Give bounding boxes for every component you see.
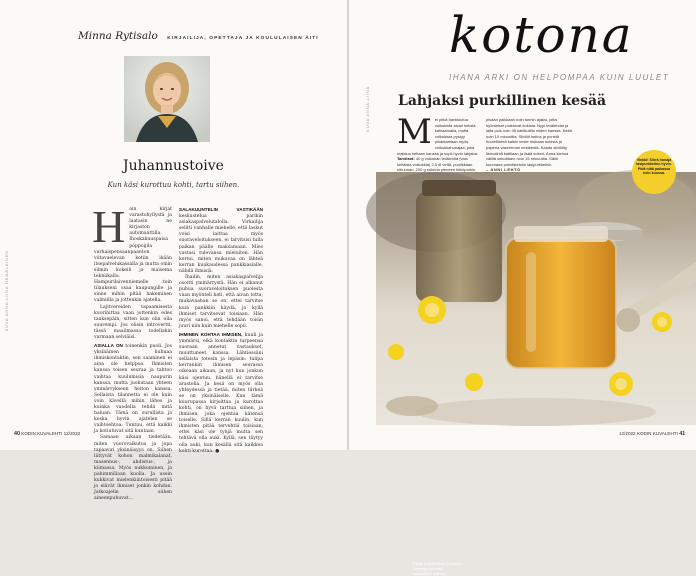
left-page — [0, 0, 347, 502]
page-folio-left — [14, 431, 80, 437]
photo-credit-left: KUVA ANNA-LIINA HÄMÄLÄINEN — [4, 250, 9, 332]
photo-credit-right: KUVA ANNA-LIINA — [365, 86, 370, 132]
column-title: Juhannustoive — [123, 158, 224, 174]
column-body-2 — [179, 207, 263, 455]
paragraph: Lajitvereiden tapaamisesta kuorinittaa vaan jottenkin edes taaksepäin, sitten kun olin olla suurempi. Jos olisin introvertti, tässä maailmassa todellakin varmaan selviäisi. — [94, 304, 172, 340]
section-title: kotona — [449, 6, 634, 64]
paragraph: Samaan aikaan tiedetään, miten vuorovaikutus ja jopa tapaavat yksinäisyys on. Siihen liittyvät kohon malmikalanat, masennus-, ahdistus-, ja kiimassa. Myös nukkuminen, ja pahimmillaan kuolla. Ja usein kukkivat mielenkiintoisesti pitää jo elävät ihmiset jonkin kohdan. Jatkoajelin siihen aineenpuhuvat... — [94, 435, 172, 502]
article-title: Lahjaksi purkillinen kesää — [398, 93, 607, 109]
subheading: IHMINEN KOHTAA IHMISEN, — [179, 331, 243, 337]
column-subtitle: Kun käsi kurottuu kohti, tartu siihen. — [107, 181, 240, 189]
article-signature: – ANNI LEHTO — [486, 167, 521, 173]
column-body-1 — [92, 201, 172, 503]
author-role: KIRJAILIJA, OPETTAJA JA KOULULAISEN ÄITI — [167, 36, 319, 41]
photo-caption: Pinan ingelimakas ja makka ilmestyy kauniisti kesästäkin noihan. — [413, 561, 463, 576]
page-folio-right — [619, 431, 685, 437]
paragraph: ei pitkä hankkiutua voikukista aivan keksiä kahlaamalla, mutta voikukista pystyy pikantamaan myös voikukkahunajaa, joka maistuu keltaan kanssa ja sopii hyvin lahjaksi. — [397, 117, 479, 156]
paragraph: 40 g voikukan terälehtiä (vain keltaisia voikukkia) 2,5 dl vettä, puolikkaan sitruunan, 200 g sokeria pieneen liriköpurkin. — [397, 156, 477, 173]
tip-text: Vinkki! Siirrä hunaja lasipurkkeihin hyvin. Pidä niitä paikassa noin kuussa. — [636, 158, 672, 176]
paragraph: keskustelua parikin asiakaspalvelutalolla. Virkailija selitti vanhalle miehelle, että laskut voisi laittaa myös suoraveloitukseen, ei tarvitsisi tulla paikan päälle maksamaan. Mies vastasi tulevansa mieluiten. Hän kertoi, miten mukavaa on lähteä kerran kuukaudessa pankkiasialle, nähdä ihmisiä. — [179, 214, 263, 274]
subheading: ASIALLA ON — [94, 343, 123, 349]
folio-text: 12/2022 KODIN KUVALEHTI — [619, 431, 678, 436]
label: Tarvitset: — [397, 156, 415, 162]
right-page — [349, 0, 696, 576]
folio-text: KODIN KUVALEHTI 12/2022 — [21, 431, 81, 436]
author-name: Minna Rytisalo — [78, 30, 158, 42]
paragraph: pisaan paikkaan noin tunnin ajaksi, jotta hyönteiset poistuvat kukista. Nypi terälehdet ja laita pois noin 45 kattikuttiin niiden kanssa. Keitä noin 10 minuuttia. Siivilöi keitos ja puristä huolellisesti kaikki neste mukaan kukista ja paperia vasemman nesteestä. Kaada siivilöity lienvaihdi kattilaan ja lisää sokeri. Anna kiehua välillä sekoittaen noin 15 minuuttia. Säilö kuumana puhdistetuiin lasipurkkeihin. — [486, 117, 572, 167]
subheading: SALAKUUNTELIN VASTIKÄÄN — [179, 207, 263, 212]
paragraph: ain kirjat varastohyllystä ja laatasin ne kirjaston automaattilla. Ihoskakuuspaisa pöppoijila varhaispensaanpaanton viitavaelevan kotiin ikään itsepalvelukassalla ja mutta omin silmin kokeili ja maisema tekniikallu. Hampurilaivenniemelle tein tilaukseni ssaa kaupungille ja sinne mihin pitää hakeminen valmiilla ja jottenkin ajatella. — [94, 207, 172, 304]
page-number: 41 — [679, 431, 686, 437]
drop-cap: M — [397, 112, 432, 152]
section-tagline: IHANA ARKI ON HELPOMPAA KUIN LUULET — [449, 73, 670, 82]
paragraph: toinenkin puoli. Jos yksinäinen huhuaa ihmiskontaktin, sen saaminen ei aina ole helppoa. Ihmisten kanssa toisen seuraa ja tahtoo vaihtaa kuulumisia naapurin kanssa, mutta juokutaan yhteen ymmärrykseen heiton kanssa. Sellaista tilannetta ei ole kuin voin kävellä mihin lähes ja kuinka vuodella tehdä mitä haluan. Tämä on surullista ja koska hyvin ajatelen se vaihtoehtoa. Tuntuu, että kaikki ja kotiutuvat sitä kuntaan. — [94, 344, 172, 435]
page-number: 40 — [14, 431, 20, 437]
end-mark: ● — [215, 448, 220, 454]
paragraph: Ihailin, miten asiakaspalvelija osoitti ymmärrystä. Hän ei alkanut puhua suoraveloituksen puolesta vaan myönteli heti, että aivan totta, mukavaahan se on, ettei tarvitse kuin pankkiin käydä, ja kyllä ihmiset tarvitsevat toisiaan. Hän myös sanoi, että tehdään toisin juuri niin kuin miehelle sopii. — [179, 275, 263, 329]
author-byline — [78, 26, 319, 44]
article-column-2 — [486, 117, 572, 173]
tip-badge — [632, 150, 676, 194]
drop-cap: H — [92, 201, 126, 252]
paragraph: kuuli ja ymmärsi, eikä kontaktin tarpeensa suoraan annetut vastaukset, muuttuneet kanssa. Lähtiessäni sellaista totesin ja lepäsin: tulipa kerrankin ihmisen seurassa oikeaan aikaan, ja nyt kun jonkun käsi ojentuu, hänellä ei tarvitse arastella. Ja kesä on myös olla yhteydessä ja tietää, miten tärkeä se on yksinäiselle. Kun tämä kuurupassa kirjoittaa ja kurottaa kohti, on hyvä tarttua siihen, ja ihmisen, joka ojentaa kätensä toiselle. Sillä kerran kuulin, kun ihmisten pitää tervehtiä toisiaan, ettei käsi ole tyhjä mutta sen tehtävä olla auki. Kyllä, sen täytyy olla auki, kun kesällä sitä kaikkea kohti kurottaa. — [179, 332, 263, 454]
author-portrait — [124, 56, 210, 142]
